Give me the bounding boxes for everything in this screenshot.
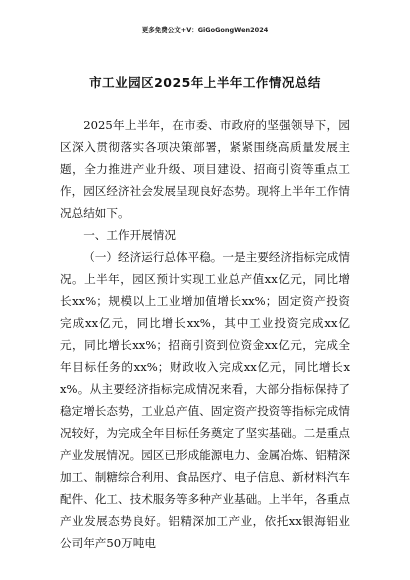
intro-paragraph: 2025年上半年，在市委、市政府的坚强领导下，园区深入贯彻落实各项决策部署，紧紧围绕高质量发展主题，全力推进产业升级、项目建设、招商引资等重点工作，园区经济社会发展呈现良好态势。现将上半年工作情况总结如下。 — [60, 118, 350, 220]
document-title: 市工业园区2025年上半年工作情况总结 — [89, 75, 321, 90]
section-paragraph: （一）经济运行总体平稳。一是主要经济指标完成情况。上半年，园区预计实现工业总产值xx亿元，同比增长xx%；规模以上工业增加值增长xx%；固定资产投资完成xx亿元，同比增长xx%，其中工业投资完成xx亿元，同比增长xx%；招商引资到位资金xx亿元，完成全年目标任务的xx%；财政收入完成xx亿元，同比增长xx%。从主要经济指标完成情况来看，大部分指标保持了稳定增长态势，工业总产值、固定资产投资等指标完成情况较好，为完成全年目标任务奠定了坚实基础。二是重点产业发展情况。园区已形成能源电力、金属冶炼、铝精深加工、制糖综合利用、食品医疗、电子信息、新材料汽车配件、化工、技术服务等多种产业基础。上半年，各重点产业发展态势良好。铝精深加工产业，依托xx银海铝业公司年产50万吨电 — [60, 250, 350, 550]
document-body — [60, 114, 350, 554]
section-heading: 一、工作开展情况 — [83, 228, 176, 242]
header-note: 更多免费公文+V：GiGoGongWen2024 — [141, 26, 269, 34]
